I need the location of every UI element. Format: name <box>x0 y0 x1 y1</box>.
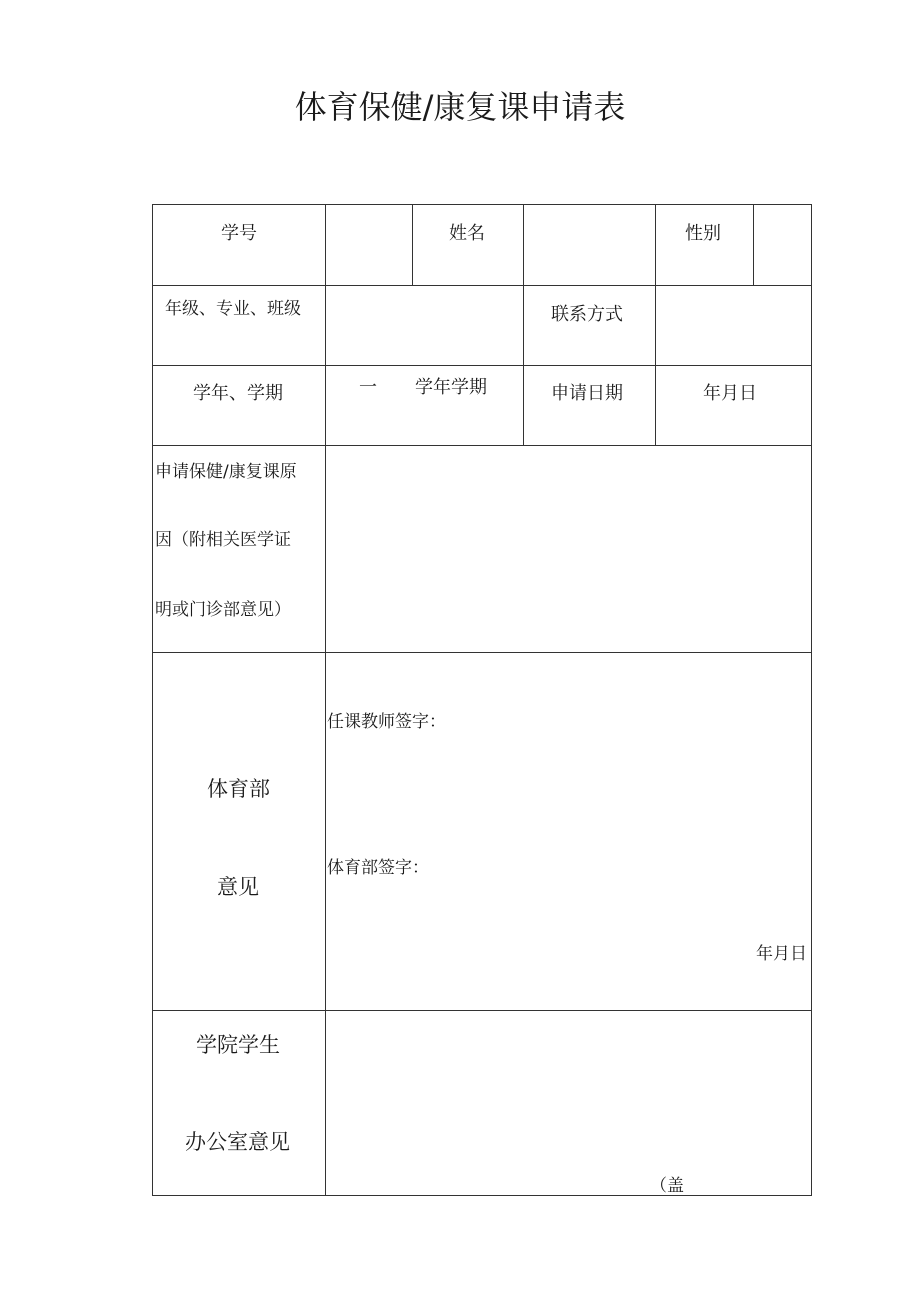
grade-major-class-label: 年级、专业、班级 <box>165 299 301 319</box>
college-label-line2: 办公室意见 <box>185 1130 290 1154</box>
reason-field[interactable] <box>326 446 811 652</box>
year-term-suffix: 学年学期 <box>415 377 487 398</box>
pe-dept-label-line2: 意见 <box>217 875 259 899</box>
contact-field[interactable] <box>656 286 811 365</box>
year-dash: 一 <box>359 377 377 398</box>
student-id-field[interactable] <box>326 206 412 285</box>
gender-field[interactable] <box>754 206 811 285</box>
contact-label: 联系方式 <box>551 304 623 325</box>
reason-label-line3: 明或门诊部意见） <box>155 600 291 620</box>
dept-sign-label: 体育部签字： <box>327 858 429 878</box>
reason-label-line2: 因（附相关医学证 <box>155 530 291 550</box>
student-id-label: 学号 <box>221 223 257 244</box>
name-label: 姓名 <box>449 223 485 244</box>
name-field[interactable] <box>524 206 655 285</box>
gender-label: 性别 <box>685 223 721 244</box>
grade-major-class-field[interactable] <box>326 286 523 365</box>
row-divider <box>153 1010 811 1011</box>
col-divider <box>412 205 413 285</box>
apply-date-value: 年月日 <box>703 383 757 404</box>
page-title: 体育保健/康复课申请表 <box>294 88 626 126</box>
apply-date-label: 申请日期 <box>551 383 623 404</box>
pe-dept-label-line1: 体育部 <box>207 777 270 801</box>
seal-label: （盖 <box>650 1176 684 1196</box>
college-label-line1: 学院学生 <box>196 1033 280 1057</box>
teacher-sign-label: 任课教师签字： <box>327 712 446 732</box>
row-divider <box>153 652 811 653</box>
application-form-table <box>152 204 812 1196</box>
year-term-label: 学年、学期 <box>193 383 283 404</box>
pe-dept-date: 年月日 <box>756 944 807 964</box>
reason-label-line1: 申请保健/康复课原 <box>155 462 297 482</box>
row-divider <box>153 365 811 366</box>
